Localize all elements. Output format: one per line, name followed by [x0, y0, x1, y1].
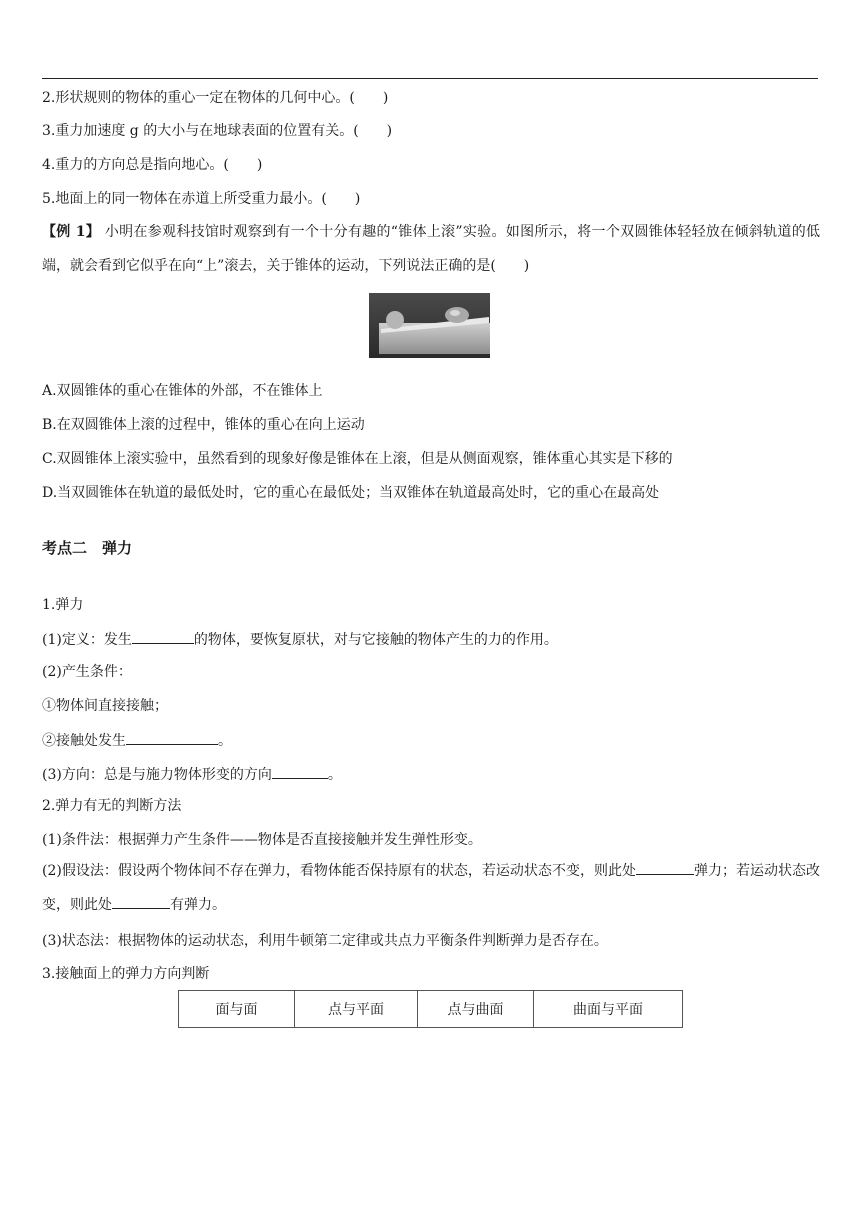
judge-item-2: 2.形状规则的物体的重心一定在物体的几何中心。( ) [42, 90, 389, 106]
condition-2: ②接触处发生 。 [42, 729, 232, 751]
answer-blank[interactable] [636, 859, 694, 875]
method-3: (3)状态法：根据物体的运动状态，利用牛顿第二定律或共点力平衡条件判断弹力是否存在。 [42, 933, 608, 949]
option-c: C.双圆锥体上滚实验中，虽然看到的现象好像是锥体在上滚，但是从侧面观察，锥体重心其实是下移的 [42, 451, 673, 467]
condition-1: ①物体间直接接触； [42, 698, 168, 714]
answer-blank[interactable] [132, 628, 194, 644]
answer-blank[interactable] [112, 893, 170, 909]
option-d: D.当双圆锥体在轨道的最低处时，它的重心在最低处；当双锥体在轨道最高处时，它的重心在最高处 [42, 485, 660, 501]
contact-type-table [178, 990, 683, 1028]
elastic-heading: 1.弹力 [42, 597, 84, 613]
option-b: B.在双圆锥体上滚的过程中，锥体的重心在向上运动 [42, 417, 365, 433]
example-1 [42, 215, 820, 283]
judge-item-4: 4.重力的方向总是指向地心。( ) [42, 157, 263, 173]
judge-item-5: 5.地面上的同一物体在赤道上所受重力最小。( ) [42, 191, 361, 207]
table-header: 点与平面 [295, 991, 418, 1028]
example-stem: 小明在参观科技馆时观察到有一个十分有趣的“锥体上滚”实验。如图所示，将一个双圆锥体轻轻放在倾斜轨道的低端，就会看到它似乎在向“上”滚去，关于锥体的运动，下列说法正确的是( ) [42, 224, 821, 274]
top-rule [42, 78, 818, 79]
table-header: 点与曲面 [418, 991, 534, 1028]
option-a: A.双圆锥体的重心在锥体的外部，不在锥体上 [42, 383, 323, 399]
method-1: (1)条件法：根据弹力产生条件——物体是否直接接触并发生弹性形变。 [42, 832, 482, 848]
direction-line: (3)方向：总是与施力物体形变的方向 。 [42, 763, 342, 785]
table-header: 曲面与平面 [534, 991, 683, 1028]
section-title: 考点二 弹力 [42, 539, 133, 557]
judge-item-3: 3.重力加速度 g 的大小与在地球表面的位置有关。( ) [42, 123, 393, 139]
answer-blank[interactable] [272, 763, 328, 779]
judge-method-heading: 2.弹力有无的判断方法 [42, 798, 182, 814]
definition-line: (1)定义：发生 的物体，要恢复原状，对与它接触的物体产生的力的作用。 [42, 628, 558, 650]
method-2: (2)假设法：假设两个物体间不存在弹力，看物体能否保持原有的状态，若运动状态不变，则此处 弹力；若运动状态改变，则此处 有弹力。 [42, 854, 820, 922]
answer-blank[interactable] [126, 729, 218, 745]
direction-judge-heading: 3.接触面上的弹力方向判断 [42, 966, 210, 982]
double-cone-photo [369, 293, 490, 358]
condition-heading: (2)产生条件： [42, 664, 132, 680]
example-label: 【例 1】 [42, 224, 101, 240]
table-header: 面与面 [179, 991, 295, 1028]
